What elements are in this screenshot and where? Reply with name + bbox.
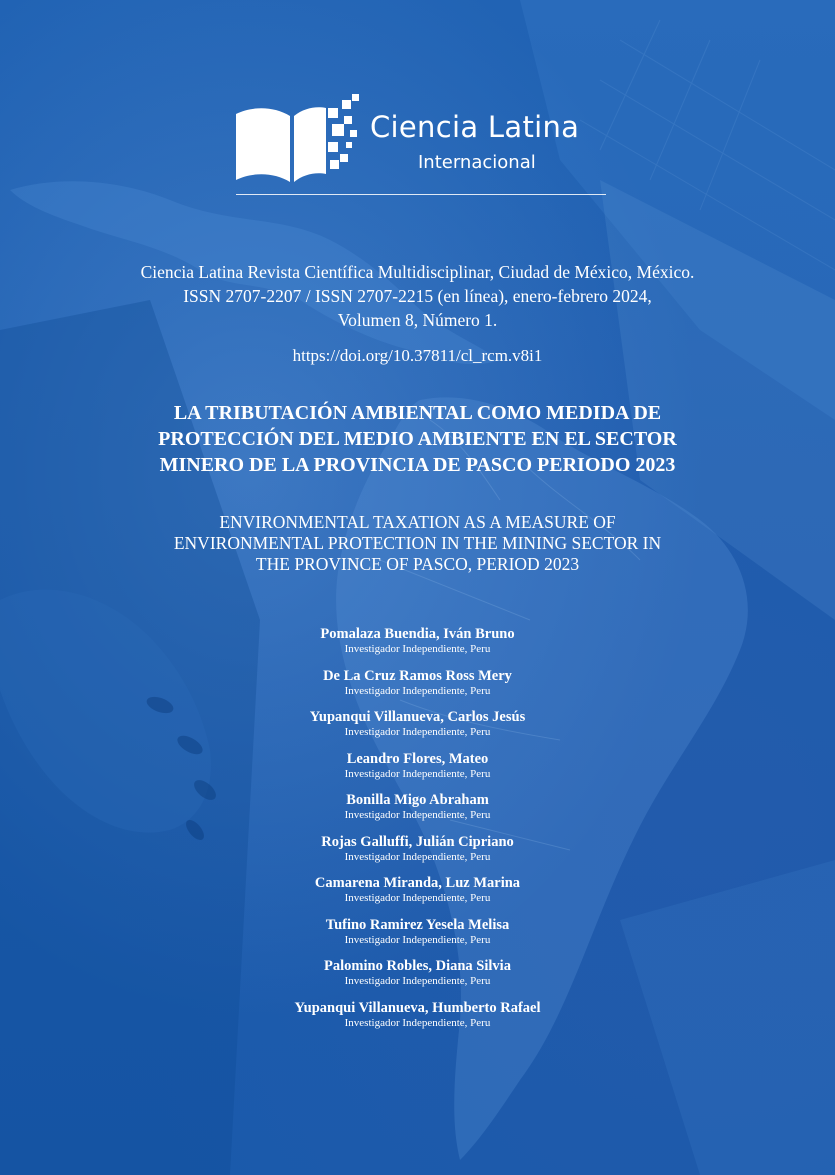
author-affiliation: Investigador Independiente, Peru	[344, 1016, 491, 1029]
author-affiliation: Investigador Independiente, Peru	[344, 643, 491, 655]
doi-link[interactable]: https://doi.org/10.37811/cl_rcm.v8i1	[292, 346, 543, 365]
logo-subtitle: Internacional	[418, 152, 536, 173]
author-name: Camarena Miranda, Luz Marina	[314, 875, 521, 891]
author-entry	[200, 875, 635, 917]
author-entry	[200, 834, 635, 876]
author-entry	[200, 792, 635, 834]
journal-line-3: Volumen 8, Número 1.	[337, 310, 498, 330]
title-english-line-2: ENVIRONMENTAL PROTECTION IN THE MINING SECTOR IN	[173, 533, 662, 553]
author-entry	[200, 958, 635, 1000]
author-name: Leandro Flores, Mateo	[346, 750, 489, 767]
title-english-line-1: ENVIRONMENTAL TAXATION AS A MEASURE OF	[219, 512, 616, 532]
author-entry	[200, 626, 635, 668]
author-affiliation: Investigador Independiente, Peru	[344, 892, 491, 904]
author-entry	[200, 1000, 635, 1042]
author-name: Yupanqui Villanueva, Humberto Rafael	[294, 999, 541, 1016]
author-name: Tufino Ramirez Yesela Melisa	[325, 916, 510, 933]
author-entry	[200, 751, 635, 793]
author-name: Yupanqui Villanueva, Carlos Jesús	[309, 709, 526, 725]
author-name: Pomalaza Buendia, Iván Bruno	[320, 626, 515, 642]
title-spanish-line-3: MINERO DE LA PROVINCIA DE PASCO PERIODO 2023	[159, 454, 676, 476]
title-spanish	[70, 400, 765, 478]
author-name: Rojas Galluffi, Julián Cipriano	[321, 833, 514, 850]
author-list	[200, 626, 635, 1041]
logo-divider	[236, 194, 606, 195]
author-affiliation: Investigador Independiente, Peru	[344, 933, 491, 946]
author-affiliation: Investigador Independiente, Peru	[344, 809, 491, 821]
author-name: De La Cruz Ramos Ross Mery	[323, 667, 512, 684]
open-book-icon	[232, 94, 362, 186]
author-entry	[200, 668, 635, 710]
logo-title: Ciencia Latina	[370, 110, 580, 144]
author-name: Palomino Robles, Diana Silvia	[324, 958, 511, 974]
author-name: Bonilla Migo Abraham	[346, 792, 489, 808]
title-spanish-line-1: LA TRIBUTACIÓN AMBIENTAL COMO MEDIDA DE	[173, 402, 662, 424]
author-affiliation: Investigador Independiente, Peru	[344, 975, 491, 987]
author-affiliation: Investigador Independiente, Peru	[344, 850, 491, 863]
author-affiliation: Investigador Independiente, Peru	[344, 767, 491, 780]
title-spanish-line-2: PROTECCIÓN DEL MEDIO AMBIENTE EN EL SECTOR	[158, 428, 677, 450]
journal-line-1: Ciencia Latina Revista Científica Multidisciplinar, Ciudad de México, México.	[140, 262, 695, 282]
journal-line-2: ISSN 2707-2207 / ISSN 2707-2215 (en línea), enero-febrero 2024,	[183, 286, 652, 306]
author-affiliation: Investigador Independiente, Peru	[344, 684, 491, 697]
journal-info	[60, 260, 775, 332]
author-entry	[200, 709, 635, 751]
title-english	[70, 512, 765, 575]
title-english-line-3: THE PROVINCE OF PASCO, PERIOD 2023	[255, 554, 580, 574]
journal-logo	[232, 94, 612, 204]
author-entry	[200, 917, 635, 959]
author-affiliation: Investigador Independiente, Peru	[344, 726, 491, 738]
